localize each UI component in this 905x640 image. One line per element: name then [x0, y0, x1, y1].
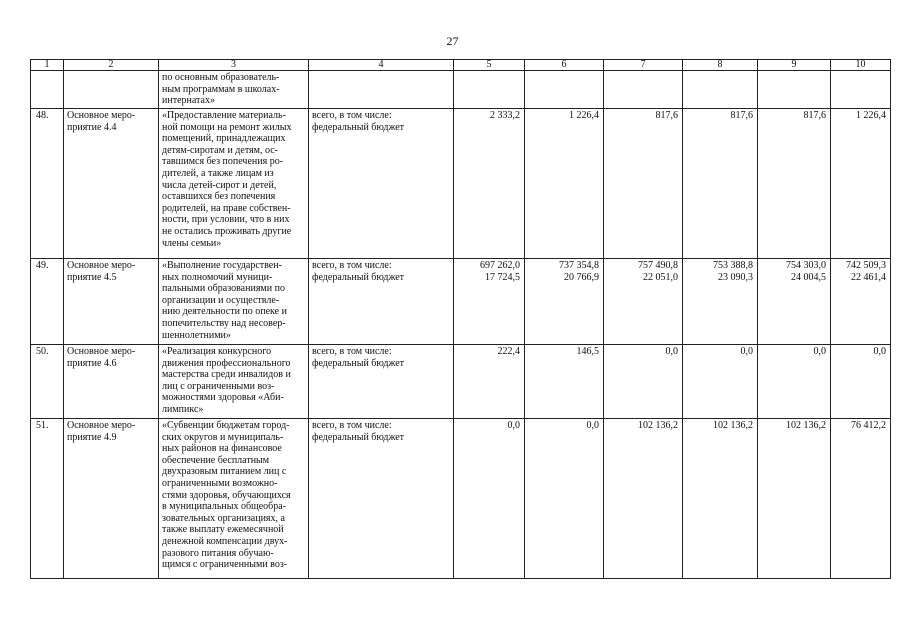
- description-cell: [159, 345, 309, 419]
- column-number: 2: [64, 60, 159, 71]
- text-line: также выплату ежемесячной: [162, 524, 284, 536]
- funding-source-cell: [309, 109, 454, 259]
- value-total: 737 354,8: [559, 260, 599, 271]
- text-line: федеральный бюджет: [312, 121, 405, 133]
- row-number: 51.: [31, 419, 64, 579]
- value-total: 222,4: [497, 346, 520, 357]
- text-line: организации и осуществле-: [162, 294, 280, 306]
- table-row: [31, 259, 891, 345]
- value-cell: [604, 109, 683, 259]
- value-total: 817,6: [803, 110, 826, 121]
- column-number: 7: [604, 60, 683, 71]
- value-cell: [604, 345, 683, 419]
- text-line: щимся с ограниченными воз-: [162, 559, 288, 571]
- table-row: [31, 419, 891, 579]
- value-total: 0,0: [586, 420, 599, 431]
- value-total: 817,6: [730, 110, 753, 121]
- text-line: «Субвенции бюджетам город-: [162, 420, 290, 431]
- column-number: 3: [159, 60, 309, 71]
- value-cell: [758, 345, 831, 419]
- text-line: Основное меро-: [67, 110, 136, 121]
- text-line: всего, в том числе:: [312, 420, 392, 431]
- text-line: числа детей-сирот и детей,: [162, 179, 277, 191]
- table-row: [31, 345, 891, 419]
- text-line: дителей, а также лицам из: [162, 167, 274, 179]
- text-line: тавшимся без попечения ро-: [162, 156, 284, 168]
- column-number: 9: [758, 60, 831, 71]
- description-cell: [159, 259, 309, 345]
- value-cell: [454, 109, 525, 259]
- column-number-row: [31, 60, 891, 71]
- value-total: 0,0: [740, 346, 753, 357]
- text-line: родителей, на праве собствен-: [162, 202, 291, 214]
- cell-empty: [758, 71, 831, 109]
- text-line: члены семьи»: [162, 237, 222, 249]
- description-cell: [159, 71, 309, 109]
- text-line: всего, в том числе:: [312, 110, 392, 121]
- value-cell: [604, 419, 683, 579]
- value-cell: [683, 345, 758, 419]
- value-federal: 24 004,5: [791, 271, 826, 283]
- budget-table: [30, 59, 891, 579]
- value-total: 757 490,8: [638, 260, 678, 271]
- cell-empty: [31, 71, 64, 109]
- value-total: 0,0: [813, 346, 826, 357]
- cell-empty: [604, 71, 683, 109]
- text-line: нию деятельности по опеке и: [162, 306, 287, 318]
- event-name-cell: [64, 109, 159, 259]
- value-cell: [525, 419, 604, 579]
- value-cell: [831, 419, 891, 579]
- text-line: ных районов на финансовое: [162, 443, 282, 455]
- text-line: приятие 4.6: [67, 357, 117, 369]
- text-line: мастерства среди инвалидов и: [162, 369, 291, 381]
- value-total: 146,5: [576, 346, 599, 357]
- text-line: денежной компенсации двух-: [162, 535, 288, 547]
- value-cell: [454, 419, 525, 579]
- text-line: стями здоровья, обучающихся: [162, 489, 291, 501]
- value-total: 0,0: [507, 420, 520, 431]
- value-total: 753 388,8: [713, 260, 753, 271]
- value-total: 817,6: [655, 110, 678, 121]
- text-line: зовательных организациях, а: [162, 512, 285, 524]
- column-number: 6: [525, 60, 604, 71]
- funding-source-cell: [309, 259, 454, 345]
- value-cell: [683, 109, 758, 259]
- text-line: всего, в том числе:: [312, 346, 392, 357]
- page-number: 27: [446, 34, 459, 48]
- text-line: движения профессионального: [162, 357, 291, 369]
- value-total: 697 262,0: [480, 260, 520, 271]
- cell-empty: [525, 71, 604, 109]
- value-total: 76 412,2: [851, 420, 886, 431]
- column-number: 4: [309, 60, 454, 71]
- value-federal: 22 051,0: [643, 271, 678, 283]
- cell-empty: [454, 71, 525, 109]
- value-cell: [525, 345, 604, 419]
- value-total: 1 226,4: [856, 110, 886, 121]
- value-cell: [683, 259, 758, 345]
- text-line: попечительству над несовер-: [162, 317, 286, 329]
- text-line: помещений, принадлежащих: [162, 133, 286, 145]
- value-cell: [758, 109, 831, 259]
- text-line: всего, в том числе:: [312, 260, 392, 271]
- funding-source-cell: [309, 419, 454, 579]
- row-number: 50.: [31, 345, 64, 419]
- table-row: [31, 109, 891, 259]
- text-line: ских округов и муниципаль-: [162, 431, 284, 443]
- cell-empty: [831, 71, 891, 109]
- text-line: «Предоставление материаль-: [162, 110, 286, 121]
- value-total: 102 136,2: [786, 420, 826, 431]
- value-cell: [454, 345, 525, 419]
- value-total: 102 136,2: [713, 420, 753, 431]
- value-cell: [525, 109, 604, 259]
- text-line: «Реализация конкурсного: [162, 346, 272, 357]
- column-number: 8: [683, 60, 758, 71]
- row-number: 49.: [31, 259, 64, 345]
- value-cell: [831, 345, 891, 419]
- value-total: 754 303,0: [786, 260, 826, 271]
- column-number: 1: [31, 60, 64, 71]
- funding-source-cell: [309, 345, 454, 419]
- description-cell: [159, 419, 309, 579]
- value-cell: [831, 109, 891, 259]
- text-line: ограниченными возможно-: [162, 477, 278, 489]
- description-cell: [159, 109, 309, 259]
- cell-empty: [309, 71, 454, 109]
- value-cell: [758, 259, 831, 345]
- text-line: разового питания обучаю-: [162, 547, 274, 559]
- text-line: в муниципальных общеобра-: [162, 501, 287, 513]
- value-total: 0,0: [665, 346, 678, 357]
- value-total: 2 333,2: [490, 110, 520, 121]
- value-federal: 17 724,5: [485, 271, 520, 283]
- continuation-row: [31, 71, 891, 109]
- text-line: ной помощи на ремонт жилых: [162, 121, 292, 133]
- row-number: 48.: [31, 109, 64, 259]
- value-cell: [683, 419, 758, 579]
- text-line: можностями здоровья «Аби-: [162, 392, 284, 404]
- table-body: [31, 60, 891, 579]
- text-line: Основное меро-: [67, 420, 136, 431]
- text-line: по основным образователь-: [162, 72, 280, 83]
- text-line: ных полномочий муници-: [162, 271, 273, 283]
- text-line: оставшихся без попечения: [162, 191, 276, 203]
- value-total: 1 226,4: [569, 110, 599, 121]
- text-line: не остались проживать другие: [162, 225, 292, 237]
- value-total: 0,0: [873, 346, 886, 357]
- text-line: двухразовым питанием лиц с: [162, 466, 287, 478]
- cell-empty: [64, 71, 159, 109]
- text-line: ности, при условии, что в них: [162, 214, 290, 226]
- text-line: приятие 4.4: [67, 121, 117, 133]
- text-line: шеннолетними»: [162, 329, 231, 341]
- column-number: 10: [831, 60, 891, 71]
- value-federal: 22 461,4: [851, 271, 886, 283]
- value-cell: [454, 259, 525, 345]
- text-line: интернатах»: [162, 95, 215, 107]
- text-line: приятие 4.5: [67, 271, 117, 283]
- value-cell: [758, 419, 831, 579]
- value-cell: [525, 259, 604, 345]
- value-cell: [831, 259, 891, 345]
- text-line: федеральный бюджет: [312, 357, 405, 369]
- text-line: федеральный бюджет: [312, 431, 405, 443]
- event-name-cell: [64, 345, 159, 419]
- text-line: пальными образованиями по: [162, 283, 285, 295]
- value-total: 742 509,3: [846, 260, 886, 271]
- text-line: «Выполнение государствен-: [162, 260, 282, 271]
- value-total: 102 136,2: [638, 420, 678, 431]
- text-line: Основное меро-: [67, 260, 136, 271]
- text-line: Основное меро-: [67, 346, 136, 357]
- text-line: ным программам в школах-: [162, 83, 280, 95]
- text-line: приятие 4.9: [67, 431, 117, 443]
- text-line: федеральный бюджет: [312, 271, 405, 283]
- event-name-cell: [64, 259, 159, 345]
- text-line: лиц с ограниченными воз-: [162, 380, 275, 392]
- event-name-cell: [64, 419, 159, 579]
- value-federal: 20 766,9: [564, 271, 599, 283]
- value-cell: [604, 259, 683, 345]
- cell-empty: [683, 71, 758, 109]
- column-number: 5: [454, 60, 525, 71]
- value-federal: 23 090,3: [718, 271, 753, 283]
- text-line: детям-сиротам и детям, ос-: [162, 144, 279, 156]
- text-line: лимпикс»: [162, 403, 204, 415]
- text-line: обеспечение бесплатным: [162, 454, 270, 466]
